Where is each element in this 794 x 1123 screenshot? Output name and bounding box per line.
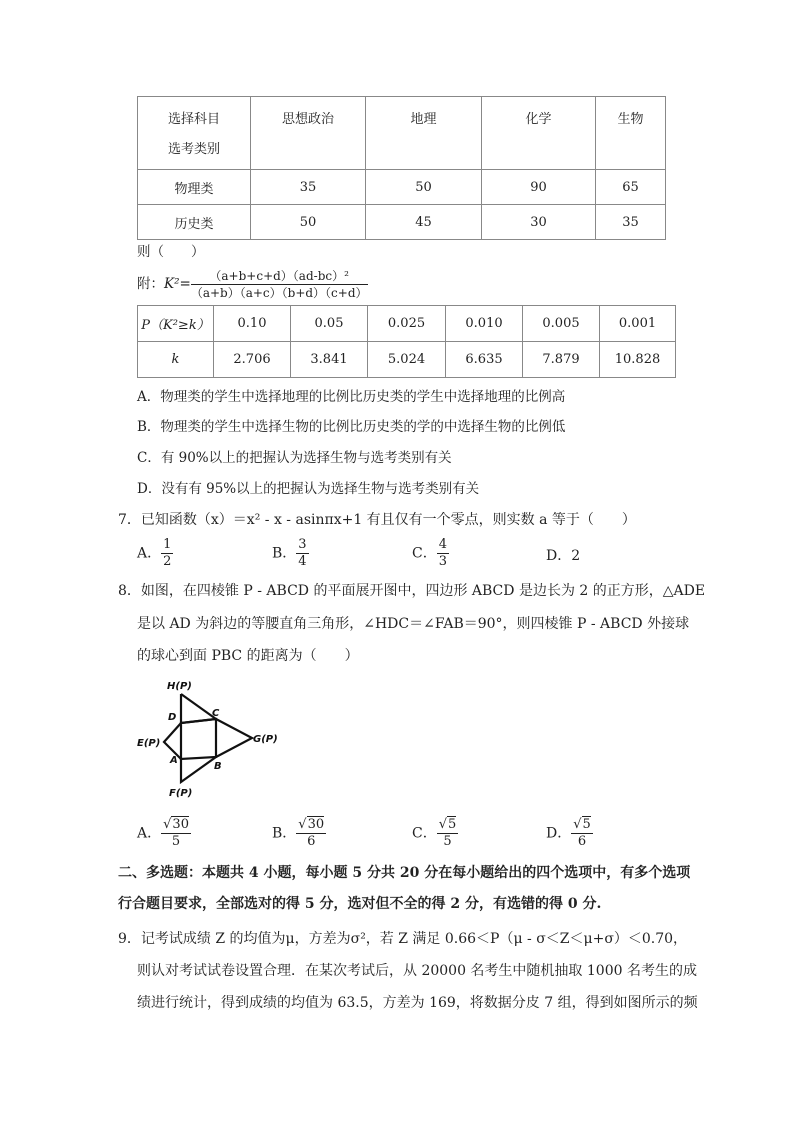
table-cell: 6.635 bbox=[446, 342, 523, 378]
table-cell: 35 bbox=[596, 205, 666, 240]
question-8-line3: 的球心到面 PBC 的距离为（ ） bbox=[137, 648, 359, 664]
formula-numerator: （a+b+c+d）（ad-bc）² bbox=[191, 268, 368, 285]
denominator: 3 bbox=[438, 554, 447, 569]
k2-label: K²= bbox=[164, 276, 191, 292]
net-diagram bbox=[135, 672, 285, 807]
option-label: D． bbox=[546, 548, 572, 564]
fraction bbox=[161, 817, 191, 850]
radicand: 5 bbox=[582, 817, 591, 832]
fraction bbox=[296, 817, 326, 850]
question-9-line3: 绩进行统计，得到成绩的均值为 63.5，方差为 169，将数据分皮 7 组，得到如图所示的频 bbox=[137, 995, 698, 1011]
subject-table bbox=[137, 96, 666, 240]
denominator: 6 bbox=[577, 834, 587, 849]
label-c: C bbox=[212, 708, 220, 719]
option-d bbox=[546, 817, 593, 850]
numerator: √30 bbox=[298, 817, 325, 832]
table-cell: 0.025 bbox=[368, 306, 446, 342]
option-b bbox=[272, 537, 309, 570]
option-c bbox=[412, 817, 458, 850]
option-label: C． bbox=[412, 545, 437, 562]
denominator: 5 bbox=[171, 834, 181, 849]
radicand: 30 bbox=[172, 817, 189, 832]
option-a: A．物理类的学生中选择地理的比例比历史类的学生中选择地理的比例高 bbox=[137, 389, 566, 405]
question-9-line1: 9．记考试成绩 Z 的均值为μ，方差为σ²，若 Z 满足 0.66＜P（μ - σ＜Z＜μ+σ）＜0.70， bbox=[118, 931, 688, 947]
triangle-fab bbox=[181, 757, 216, 782]
label-f: F(P) bbox=[169, 788, 193, 799]
option-c bbox=[412, 537, 449, 570]
radicand: 5 bbox=[448, 817, 457, 832]
row-label: 物理类 bbox=[138, 170, 251, 205]
formula-denominator: （a+b）（a+c）（b+d）（c+d） bbox=[190, 286, 368, 300]
column-header: 化学 bbox=[482, 97, 596, 170]
question-7: 7．已知函数（x）＝x² - x - asinπx+1 有且仅有一个零点，则实数 a 等于（ ） bbox=[118, 512, 636, 528]
numerator: √5 bbox=[573, 817, 591, 832]
row-label: 历史类 bbox=[138, 205, 251, 240]
label-e: E(P) bbox=[137, 738, 161, 749]
table-cell: 0.001 bbox=[600, 306, 676, 342]
option-c: C．有 90%以上的把握认为选择生物与选考类别有关 bbox=[137, 450, 452, 466]
table-cell: 35 bbox=[251, 170, 366, 205]
critical-value-table bbox=[137, 305, 676, 378]
table-cell: 50 bbox=[251, 205, 366, 240]
table-cell: 7.879 bbox=[523, 342, 600, 378]
label-d: D bbox=[168, 712, 177, 723]
k2-fraction bbox=[191, 268, 368, 301]
table-cell: 2.706 bbox=[214, 342, 291, 378]
option-label: A． bbox=[137, 545, 162, 562]
numerator: 1 bbox=[163, 537, 172, 552]
square-abcd bbox=[181, 719, 216, 759]
table-row bbox=[138, 342, 676, 378]
question-9-line2: 则认对考试试卷设置合理．在某次考试后，从 20000 名考生中随机抽取 1000 名考生的成 bbox=[137, 963, 697, 979]
table-cell: 0.10 bbox=[214, 306, 291, 342]
triangle-ade bbox=[164, 723, 181, 759]
option-value: 2 bbox=[571, 548, 581, 564]
section-heading-line2: 行合题目要求，全部选对的得 5 分，选对但不全的得 2 分，有选错的得 0 分. bbox=[118, 896, 602, 912]
denominator: 2 bbox=[163, 554, 172, 569]
table-cell: 30 bbox=[482, 205, 596, 240]
table-cell: 10.828 bbox=[600, 342, 676, 378]
option-label: B． bbox=[272, 545, 297, 562]
label-g: G(P) bbox=[253, 734, 278, 745]
question-prompt: 则（ ） bbox=[137, 244, 205, 260]
table-cell: 45 bbox=[366, 205, 482, 240]
formula-prefix: 附： bbox=[137, 276, 164, 292]
table-cell: 65 bbox=[596, 170, 666, 205]
table-row bbox=[138, 205, 666, 240]
fraction bbox=[296, 537, 308, 570]
triangle-bcg bbox=[216, 719, 252, 757]
label-b: B bbox=[214, 761, 222, 772]
numerator: 3 bbox=[298, 537, 307, 552]
option-label: D． bbox=[546, 825, 572, 842]
table-row bbox=[138, 306, 676, 342]
option-b bbox=[272, 817, 326, 850]
table-cell: 5.024 bbox=[368, 342, 446, 378]
denominator: 4 bbox=[298, 554, 307, 569]
table-row bbox=[138, 170, 666, 205]
denominator: 5 bbox=[443, 834, 452, 849]
option-d: D．没有有 95%以上的把握认为选择生物与选考类别有关 bbox=[137, 481, 480, 497]
table-cell: 0.010 bbox=[446, 306, 523, 342]
option-a bbox=[137, 537, 173, 570]
option-d bbox=[546, 545, 580, 565]
option-a bbox=[137, 817, 191, 850]
option-b: B．物理类的学生中选择生物的比例比历史类的学的中选择生物的比例低 bbox=[137, 419, 566, 435]
numerator: √30 bbox=[163, 817, 189, 832]
option-label: A． bbox=[137, 825, 162, 842]
fraction bbox=[437, 537, 449, 570]
table-cell: 90 bbox=[482, 170, 596, 205]
header-category: 选考类别 bbox=[167, 142, 220, 157]
option-label: B． bbox=[272, 825, 297, 842]
table-cell: 50 bbox=[366, 170, 482, 205]
denominator: 6 bbox=[307, 834, 316, 849]
table-cell: 0.05 bbox=[291, 306, 368, 342]
numerator: 4 bbox=[438, 537, 447, 552]
fraction bbox=[437, 817, 459, 850]
section-heading-line1: 二、多选题：本题共 4 小题，每小题 5 分共 20 分在每小题给出的四个选项中，有多个选项 bbox=[118, 865, 691, 881]
column-header: 地理 bbox=[366, 97, 482, 170]
question-8-line1: 8．如图，在四棱锥 P - ABCD 的平面展开图中，四边形 ABCD 是边长为 2 的正方形，△ADE bbox=[118, 583, 706, 599]
question-8-line2: 是以 AD 为斜边的等腰直角三角形，∠HDC＝∠FAB＝90°，则四棱锥 P - ABCD 外接球 bbox=[137, 616, 690, 632]
radicand: 30 bbox=[307, 817, 325, 832]
table-cell: 3.841 bbox=[291, 342, 368, 378]
label-a: A bbox=[170, 755, 178, 766]
column-header: 生物 bbox=[596, 97, 666, 170]
edge-hc bbox=[181, 694, 216, 719]
k-label: k bbox=[138, 342, 214, 378]
fraction bbox=[161, 537, 173, 570]
fraction bbox=[571, 817, 593, 850]
formula-line bbox=[137, 268, 368, 301]
table-header-cell bbox=[138, 97, 251, 170]
p-label: P（K²≥k） bbox=[138, 306, 214, 342]
numerator: √5 bbox=[438, 817, 457, 832]
table-cell: 0.005 bbox=[523, 306, 600, 342]
column-header: 思想政治 bbox=[251, 97, 366, 170]
option-label: C． bbox=[412, 825, 437, 842]
header-subject: 选择科目 bbox=[167, 112, 220, 127]
label-h: H(P) bbox=[167, 681, 192, 692]
